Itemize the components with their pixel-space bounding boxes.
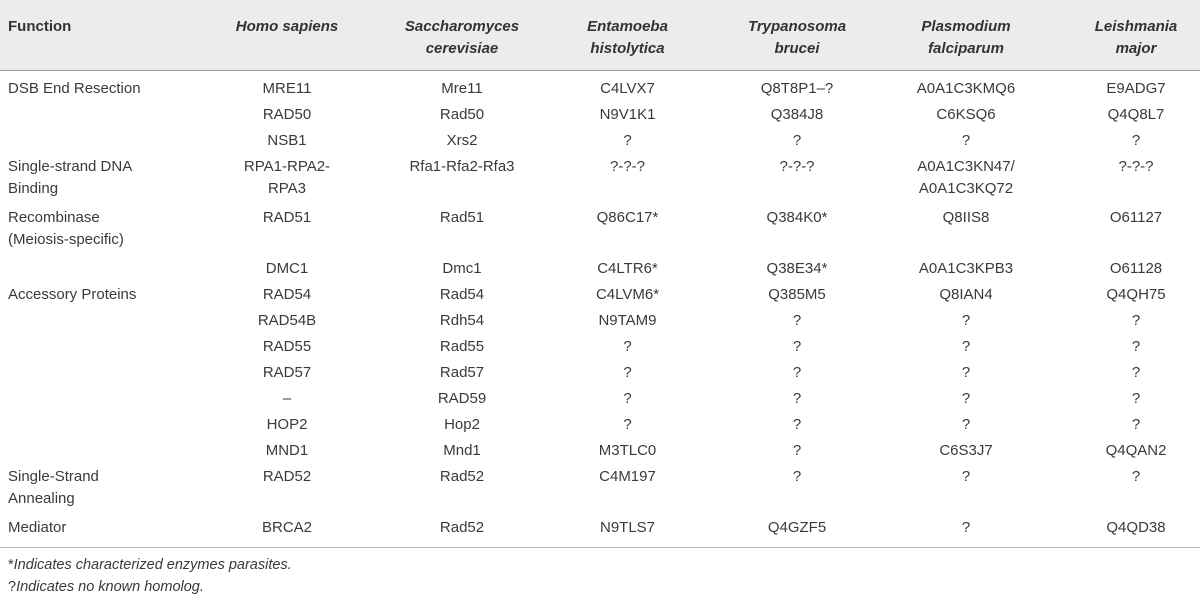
- saccharomyces-cerevisiae-cell: [372, 104, 552, 126]
- column-header-line: Plasmodium: [921, 18, 1011, 35]
- cell-line: Rad51: [439, 209, 485, 226]
- cell-line: ?: [623, 132, 632, 149]
- column-header-line: major: [1115, 40, 1157, 57]
- homo-sapiens-cell: [222, 362, 352, 384]
- entamoeba-histolytica-cell: [555, 258, 700, 280]
- cell-line: ?-?-?: [779, 158, 815, 175]
- homo-sapiens-cell: [222, 104, 352, 126]
- saccharomyces-cerevisiae-cell: [372, 130, 552, 152]
- column-header-line: Saccharomyces: [404, 18, 520, 35]
- leishmania-major-cell: [1076, 414, 1196, 436]
- entamoeba-histolytica-cell: [555, 466, 700, 488]
- cell-line: MRE11: [262, 80, 312, 97]
- cell-line: Q4Q8L7: [1107, 106, 1165, 123]
- homo-sapiens-cell: [222, 517, 352, 539]
- entamoeba-histolytica-cell: [555, 362, 700, 384]
- leishmania-major-cell: [1076, 104, 1196, 126]
- trypanosoma-brucei-cell: [716, 362, 878, 384]
- column-header-saccharomyces-cerevisiae: [372, 16, 552, 60]
- trypanosoma-brucei-cell: [716, 284, 878, 306]
- entamoeba-histolytica-cell: [555, 414, 700, 436]
- homo-sapiens-cell: [222, 440, 352, 462]
- saccharomyces-cerevisiae-cell: [372, 440, 552, 462]
- cell-line: Q385M5: [768, 286, 826, 303]
- leishmania-major-cell: [1076, 258, 1196, 280]
- table-row: [0, 466, 1200, 507]
- cell-line: O61127: [1109, 209, 1163, 226]
- cell-line: Dmc1: [442, 260, 482, 277]
- column-header-homo-sapiens: [222, 16, 352, 38]
- plasmodium-falciparum-cell: [884, 336, 1048, 358]
- column-header-function: [8, 16, 218, 38]
- cell-line: N9V1K1: [599, 106, 656, 123]
- saccharomyces-cerevisiae-cell: [372, 258, 552, 280]
- cell-line: Rad52: [439, 519, 485, 536]
- cell-line: Q8IIS8: [942, 209, 990, 226]
- plasmodium-falciparum-cell: [884, 207, 1048, 229]
- entamoeba-histolytica-cell: [555, 388, 700, 410]
- table-row: [0, 130, 1200, 156]
- cell-line: C4LVX7: [600, 80, 655, 97]
- leishmania-major-cell: [1076, 156, 1196, 178]
- homo-sapiens-cell: [222, 207, 352, 229]
- trypanosoma-brucei-cell: [716, 104, 878, 126]
- table-row: [0, 414, 1200, 440]
- table-row: [0, 440, 1200, 466]
- cell-line: ?: [1131, 132, 1141, 149]
- table-row: [0, 258, 1200, 284]
- saccharomyces-cerevisiae-cell: [372, 156, 552, 178]
- trypanosoma-brucei-cell: [716, 336, 878, 358]
- cell-line: ?: [792, 364, 802, 381]
- cell-line: RAD59: [437, 390, 487, 407]
- function-cell: [8, 466, 218, 510]
- cell-line: ?: [792, 468, 802, 485]
- cell-line: Mnd1: [443, 442, 481, 459]
- function-line: Recombinase: [8, 209, 100, 226]
- trypanosoma-brucei-cell: [716, 78, 878, 100]
- column-header-entamoeba-histolytica: [555, 16, 700, 60]
- saccharomyces-cerevisiae-cell: [372, 336, 552, 358]
- cell-line: N9TLS7: [599, 519, 656, 536]
- entamoeba-histolytica-cell: [555, 310, 700, 332]
- function-cell: [8, 156, 218, 200]
- cell-line: Q4GZF5: [767, 519, 827, 536]
- plasmodium-falciparum-cell: [884, 104, 1048, 126]
- cell-line: Q4QH75: [1106, 286, 1166, 303]
- column-header-line: Function: [8, 18, 72, 35]
- cell-line: Q4QD38: [1106, 519, 1166, 536]
- cell-line: MND1: [265, 442, 309, 459]
- entamoeba-histolytica-cell: [555, 156, 700, 178]
- plasmodium-falciparum-cell: [884, 78, 1048, 100]
- leishmania-major-cell: [1076, 130, 1196, 152]
- leishmania-major-cell: [1076, 517, 1196, 539]
- table-row: [0, 388, 1200, 414]
- function-line: Accessory Proteins: [8, 286, 137, 303]
- trypanosoma-brucei-cell: [716, 466, 878, 488]
- function-cell: [8, 207, 218, 251]
- cell-line: Q8T8P1–?: [760, 80, 834, 97]
- leishmania-major-cell: [1076, 310, 1196, 332]
- cell-line: Q4QAN2: [1105, 442, 1167, 459]
- table-row: [0, 284, 1200, 310]
- cell-line: –: [282, 390, 292, 407]
- table-row: [0, 78, 1200, 104]
- cell-line: Q86C17*: [596, 209, 659, 226]
- function-line: DSB End Resection: [8, 80, 141, 97]
- cell-line: Q384J8: [770, 106, 824, 123]
- cell-line: ?: [792, 416, 802, 433]
- cell-line: ?: [961, 468, 971, 485]
- cell-line: ?-?-?: [609, 158, 646, 175]
- homo-sapiens-cell: [222, 284, 352, 306]
- cell-line: ?: [1131, 416, 1141, 433]
- cell-line: C4LTR6*: [597, 260, 658, 277]
- leishmania-major-cell: [1076, 388, 1196, 410]
- footnote-question-symbol: ?: [8, 579, 17, 595]
- cell-line: ?-?-?: [1118, 158, 1154, 175]
- table-row: [0, 362, 1200, 388]
- trypanosoma-brucei-cell: [716, 517, 878, 539]
- cell-line: Rfa1-Rfa2-Rfa3: [409, 158, 515, 175]
- column-header-line: cerevisiae: [425, 40, 499, 57]
- cell-line: RAD51: [262, 209, 312, 226]
- saccharomyces-cerevisiae-cell: [372, 388, 552, 410]
- trypanosoma-brucei-cell: [716, 440, 878, 462]
- cell-line: RAD55: [262, 338, 312, 355]
- cell-line: Rad50: [439, 106, 485, 123]
- saccharomyces-cerevisiae-cell: [372, 284, 552, 306]
- trypanosoma-brucei-cell: [716, 388, 878, 410]
- cell-line: C4M197: [599, 468, 656, 485]
- saccharomyces-cerevisiae-cell: [372, 362, 552, 384]
- entamoeba-histolytica-cell: [555, 284, 700, 306]
- homo-sapiens-cell: [222, 336, 352, 358]
- function-line: (Meiosis-specific): [8, 231, 124, 248]
- cell-line: RAD54: [262, 286, 312, 303]
- leishmania-major-cell: [1076, 284, 1196, 306]
- homo-sapiens-cell: [222, 156, 352, 200]
- function-cell: [8, 78, 218, 100]
- cell-line: RAD52: [262, 468, 312, 485]
- column-header-line: brucei: [774, 40, 820, 57]
- cell-line: Rad52: [439, 468, 485, 485]
- cell-line: NSB1: [267, 132, 307, 149]
- cell-line: ?: [961, 338, 971, 355]
- homo-sapiens-cell: [222, 388, 352, 410]
- entamoeba-histolytica-cell: [555, 78, 700, 100]
- saccharomyces-cerevisiae-cell: [372, 414, 552, 436]
- cell-line: RAD50: [262, 106, 312, 123]
- cell-line: Hop2: [444, 416, 480, 433]
- leishmania-major-cell: [1076, 466, 1196, 488]
- leishmania-major-cell: [1076, 78, 1196, 100]
- cell-line: Q384K0*: [766, 209, 828, 226]
- cell-line: DMC1: [265, 260, 309, 277]
- function-line: Annealing: [8, 490, 75, 507]
- function-cell: [8, 517, 218, 539]
- plasmodium-falciparum-cell: [884, 258, 1048, 280]
- cell-line: Rad55: [439, 338, 485, 355]
- table-row: [0, 207, 1200, 248]
- cell-line: ?: [792, 338, 802, 355]
- cell-line: ?: [961, 312, 971, 329]
- cell-line: C4LVM6*: [595, 286, 660, 303]
- homo-sapiens-cell: [222, 310, 352, 332]
- homo-sapiens-cell: [222, 414, 352, 436]
- cell-line: ?: [1131, 390, 1141, 407]
- plasmodium-falciparum-cell: [884, 284, 1048, 306]
- saccharomyces-cerevisiae-cell: [372, 466, 552, 488]
- cell-line: ?: [961, 364, 971, 381]
- cell-line: C6KSQ6: [936, 106, 996, 123]
- homo-sapiens-cell: [222, 258, 352, 280]
- cell-line: ?: [792, 442, 802, 459]
- cell-line: RAD54B: [257, 312, 317, 329]
- trypanosoma-brucei-cell: [716, 258, 878, 280]
- homo-sapiens-cell: [222, 130, 352, 152]
- table-footnotes: [8, 554, 292, 598]
- trypanosoma-brucei-cell: [716, 156, 878, 178]
- leishmania-major-cell: [1076, 207, 1196, 229]
- footnote-asterisk-symbol: *: [8, 557, 14, 573]
- footnote-asterisk: [8, 554, 292, 576]
- plasmodium-falciparum-cell: [884, 388, 1048, 410]
- cell-line: ?: [623, 364, 632, 381]
- function-line: Single-strand DNA: [8, 158, 133, 175]
- function-line: Binding: [8, 180, 59, 197]
- cell-line: ?: [961, 519, 971, 536]
- footnote-asterisk-text: Indicates characterized enzymes parasites.: [13, 557, 292, 573]
- plasmodium-falciparum-cell: [884, 517, 1048, 539]
- homo-sapiens-cell: [222, 78, 352, 100]
- cell-line: Rdh54: [439, 312, 485, 329]
- cell-line: Rad57: [439, 364, 485, 381]
- cell-line: ?: [1131, 338, 1141, 355]
- cell-line: N9TAM9: [598, 312, 657, 329]
- saccharomyces-cerevisiae-cell: [372, 78, 552, 100]
- column-header-leishmania-major: [1076, 16, 1196, 60]
- homo-sapiens-cell: [222, 466, 352, 488]
- cell-line: ?: [1131, 364, 1141, 381]
- function-line: Mediator: [8, 519, 67, 536]
- plasmodium-falciparum-cell: [884, 466, 1048, 488]
- saccharomyces-cerevisiae-cell: [372, 310, 552, 332]
- cell-line: C6S3J7: [939, 442, 993, 459]
- footnote-question-text: Indicates no known homolog.: [16, 579, 204, 595]
- saccharomyces-cerevisiae-cell: [372, 207, 552, 229]
- entamoeba-histolytica-cell: [555, 104, 700, 126]
- table-row: [0, 104, 1200, 130]
- cell-line: ?: [1131, 312, 1141, 329]
- leishmania-major-cell: [1076, 362, 1196, 384]
- column-header-line: Homo sapiens: [235, 18, 339, 35]
- cell-line: ?: [623, 338, 632, 355]
- cell-line: ?: [961, 132, 971, 149]
- cell-line: A0A1C3KMQ6: [916, 80, 1016, 97]
- table-row: [0, 336, 1200, 362]
- cell-line: Mre11: [441, 80, 483, 97]
- cell-line: RAD57: [262, 364, 312, 381]
- table-row: [0, 156, 1200, 197]
- cell-line: ?: [623, 390, 632, 407]
- cell-line: ?: [1131, 468, 1141, 485]
- table-bottom-rule: [0, 547, 1200, 548]
- column-header-trypanosoma-brucei: [716, 16, 878, 60]
- plasmodium-falciparum-cell: [884, 310, 1048, 332]
- cell-line: ?: [961, 416, 971, 433]
- function-cell: [8, 284, 218, 306]
- plasmodium-falciparum-cell: [884, 130, 1048, 152]
- column-header-line: Leishmania: [1094, 18, 1178, 35]
- cell-line: BRCA2: [261, 519, 313, 536]
- cell-line: E9ADG7: [1106, 80, 1166, 97]
- trypanosoma-brucei-cell: [716, 130, 878, 152]
- column-header-line: Trypanosoma: [747, 18, 847, 35]
- column-header-plasmodium-falciparum: [884, 16, 1048, 60]
- cell-line: ?: [792, 390, 802, 407]
- cell-line: M3TLC0: [598, 442, 657, 459]
- cell-line: ?: [961, 390, 971, 407]
- cell-line: A0A1C3KQ72: [918, 180, 1014, 197]
- entamoeba-histolytica-cell: [555, 336, 700, 358]
- table-row: [0, 310, 1200, 336]
- cell-line: O61128: [1109, 260, 1163, 277]
- cell-line: ?: [792, 312, 802, 329]
- entamoeba-histolytica-cell: [555, 440, 700, 462]
- plasmodium-falciparum-cell: [884, 414, 1048, 436]
- table-row: [0, 517, 1200, 543]
- cell-line: A0A1C3KPB3: [918, 260, 1014, 277]
- footnote-question: [8, 576, 292, 598]
- trypanosoma-brucei-cell: [716, 414, 878, 436]
- header-rule: [0, 70, 1200, 71]
- plasmodium-falciparum-cell: [884, 362, 1048, 384]
- entamoeba-histolytica-cell: [555, 517, 700, 539]
- leishmania-major-cell: [1076, 336, 1196, 358]
- plasmodium-falciparum-cell: [884, 440, 1048, 462]
- cell-line: ?: [792, 132, 802, 149]
- column-header-line: falciparum: [928, 40, 1004, 57]
- function-line: Single-Strand: [8, 468, 99, 485]
- cell-line: RPA1-RPA2-: [243, 158, 331, 175]
- column-header-line: histolytica: [590, 40, 665, 57]
- plasmodium-falciparum-cell: [884, 156, 1048, 200]
- cell-line: Q38E34*: [766, 260, 828, 277]
- entamoeba-histolytica-cell: [555, 207, 700, 229]
- leishmania-major-cell: [1076, 440, 1196, 462]
- cell-line: Xrs2: [446, 132, 478, 149]
- saccharomyces-cerevisiae-cell: [372, 517, 552, 539]
- cell-line: A0A1C3KN47/: [917, 158, 1015, 175]
- trypanosoma-brucei-cell: [716, 207, 878, 229]
- entamoeba-histolytica-cell: [555, 130, 700, 152]
- trypanosoma-brucei-cell: [716, 310, 878, 332]
- cell-line: Q8IAN4: [939, 286, 993, 303]
- cell-line: Rad54: [439, 286, 485, 303]
- cell-line: ?: [623, 416, 632, 433]
- cell-line: HOP2: [266, 416, 308, 433]
- column-header-line: Entamoeba: [587, 18, 668, 35]
- cell-line: RPA3: [267, 180, 307, 197]
